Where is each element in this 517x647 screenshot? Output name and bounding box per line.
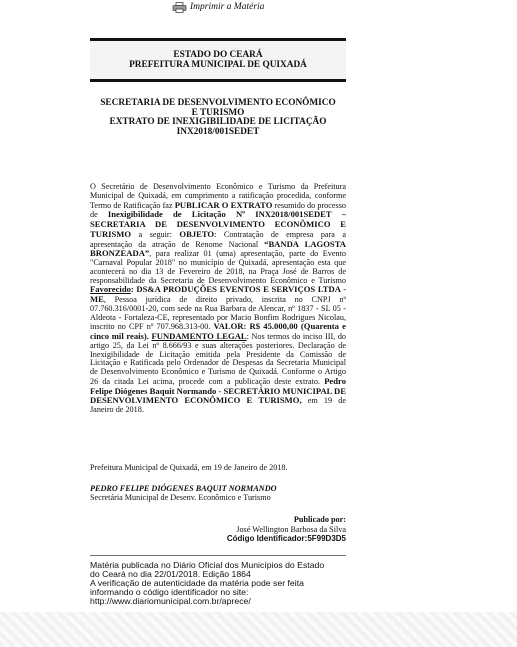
place-date-line: Prefeitura Municipal de Quixadá, em 19 de Janeiro de 2018.	[90, 463, 288, 472]
footer-line-2: do Ceará no dia 22/01/2018. Edição 1864	[90, 568, 251, 579]
objeto-rest: , para realizar 01 (uma) apresentação, parte do Evento "Carnaval Popular 2018" no município de Quixadá, apresentação esta que acontecerá no dia 13 de Fevereiro de 2018, na Praça José de Barros de responsabilidade da Secretaria de Desenvolvimento Econômico e Turismo	[90, 249, 346, 285]
signatory-role: Secretária Municipal de Desenv. Econômico e Turismo	[90, 493, 271, 502]
published-by-label: Publicado por:	[293, 515, 346, 524]
legal-basis-label: FUNDAMENTO LEGAL	[151, 331, 247, 341]
objeto-label: OBJETO	[179, 228, 215, 239]
title-line-3: EXTRATO DE INEXIGIBILIDADE DE LICITAÇÃO	[109, 117, 327, 128]
publication-footer	[90, 561, 346, 606]
published-by-block	[90, 515, 346, 544]
resumido-text: resumido do processo de	[90, 200, 347, 220]
state-name: ESTADO DO CEARÁ	[173, 50, 263, 60]
footer-divider	[90, 555, 346, 556]
document-title	[90, 99, 346, 137]
signatory-name: PEDRO FELIPE DIÓGENES BAQUIT NORMANDO	[90, 484, 277, 493]
a-seguir-text: a seguir:	[138, 229, 172, 239]
title-line-4: INX2018/001SEDET	[176, 126, 260, 137]
contract-value: VALOR: R$ 45.000,00 (Quarenta e cinco mil reais).	[90, 321, 346, 341]
intro-text: O Secretário de Desenvolvimento Econômico e Turismo da Prefeitura Municipal de Quixadá, em cumprimento a ratificação procedida, conforme Termo de Ratificação faz	[90, 182, 346, 210]
closing-date: em 19 de Janeiro de 2018.	[90, 396, 346, 414]
favorecido-name: : DS&A PRODUÇÕES EVENTOS E SERVIÇOS LTDA - ME	[90, 284, 346, 304]
bottom-background-band	[0, 612, 517, 647]
document-header	[90, 38, 346, 82]
publish-extract: PUBLICAR O EXTRATO	[174, 199, 273, 210]
objeto-text: : Contratação de empresa para a apresentação da atração de Renome Nacional	[90, 229, 347, 249]
closing-signatory: Pedro Felipe Diógenes Baquit Normando - SECRETÁRIO MUNICIPAL DE DESENVOLVIMENTO ECONÔMICO E TURISMO,	[90, 375, 346, 406]
municipality-name: PREFEITURA MUNICIPAL DE QUIXADÁ	[129, 60, 307, 70]
favorecido-label: Favorecido	[90, 284, 131, 295]
band-name: “BANDA LAGOSTA BRONZEADA”	[90, 238, 346, 259]
identifier-code: Código Identificador:5F99D3D5	[226, 534, 346, 543]
title-line-1: SECRETARIA DE DESENVOLVIMENTO ECONÔMICO	[100, 98, 336, 108]
footer-line-4: informando o código identificador no site:	[90, 586, 249, 597]
title-line-2: E TURISMO	[191, 107, 245, 118]
inexigibility-id: Inexigibilidade de Licitação Nº INX2018/001SEDET – SECRETARIA DE DESENVOLVIMENTO ECONÔMICO E TURISMO	[90, 209, 347, 239]
verification-url[interactable]: http://www.diariomunicipal.com.br/aprece/	[90, 595, 251, 606]
extract-body	[90, 183, 346, 415]
footer-line-1: Matéria publicada no Diário Oficial dos Municípios do Estado	[90, 560, 325, 570]
publisher-name: José Wellington Barbosa da Silva	[236, 524, 346, 534]
footer-line-3: A verificação de autenticidade da matéria pode ser feita	[90, 577, 304, 588]
legal-basis-text: : Nos termos do inciso III, do artigo 25, da Lei nº 8.666/93 e suas alterações posteriores. Declaração de Inexigibilidade de Licitação emitida pela Presidente da Comissão de Licitação e Ratificada pelo Ordenador de Despesas da Secretaria Municipal de Desenvolvimento Econômico e Turismo de Quixadá. Conforme o Artigo 26 da citada Lei acima, procede com a publicação deste extrato.	[90, 332, 347, 386]
favorecido-details: , Pessoa jurídica de direito privado, inscrita no CNPJ nº 07.760.316/0001-20, com sede na Rua Barbara de Alencar, nº 1837 - SL 05 - Aldeota - Fortaleza-CE, representado por Macio Bonfim Rodrigues Nicolau, inscrito no CPF nº 707.968.313-00.	[90, 295, 346, 332]
print-article-link[interactable]	[172, 0, 264, 14]
print-label[interactable]: Imprimir a Matéria	[190, 2, 265, 12]
printer-icon	[172, 2, 187, 13]
